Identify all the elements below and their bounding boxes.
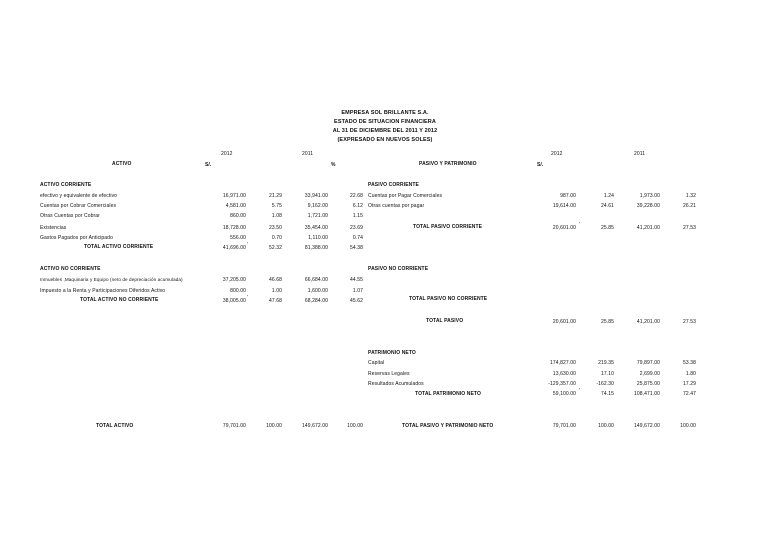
row-label: Gastos Pagados por Anticipado [40, 235, 113, 241]
percent-2011: 27.53 [682, 225, 696, 231]
percent-2012: 46.68 [268, 277, 282, 283]
activo-no-corriente-title: ACTIVO NO CORRIENTE [40, 266, 101, 272]
right-currency-symbol: S/. [537, 162, 544, 168]
percent-2012: 5.75 [271, 203, 282, 209]
value-2012: 18,728.00 [222, 225, 246, 231]
value-2012: 556.00 [230, 235, 246, 241]
value-2011: 35,454.00 [304, 225, 328, 231]
company-name: EMPRESA SOL BRILLANTE S.A. [341, 110, 429, 116]
value-2012: 59,100.00 [552, 391, 576, 397]
value-2012: 19,614.00 [552, 203, 576, 209]
total-pasivo-corriente-label: TOTAL PASIVO CORRIENTE [413, 224, 483, 230]
percent-2011: 27.53 [682, 319, 696, 325]
percent-2012: 219.35 [598, 360, 614, 366]
total-activo-label: TOTAL ACTIVO [96, 423, 134, 429]
percent-2012: 1.00 [271, 288, 282, 294]
percent-2012: 21.29 [268, 193, 282, 199]
value-2011: 149,672.00 [633, 423, 660, 429]
left-currency-symbol: S/. [205, 162, 212, 168]
value-2011: 39,228.00 [636, 203, 660, 209]
value-2012: 79,701.00 [552, 423, 576, 429]
activo-heading: ACTIVO [112, 161, 132, 167]
percent-2011: 6.12 [352, 203, 363, 209]
value-2012: 41,696.00 [222, 245, 246, 251]
row-label: Reservas Legales [368, 371, 410, 377]
percent-2012: 24.61 [600, 203, 614, 209]
value-2011: 1,721.00 [307, 213, 328, 219]
value-2012: 987.00 [560, 193, 576, 199]
row-label: Otras Cuentas por Cobrar [40, 213, 100, 219]
percent-2012: 74.15 [600, 391, 614, 397]
value-2011: 25,875.00 [636, 381, 660, 387]
value-2011: 33,941.00 [304, 193, 328, 199]
value-2012: 38,005.00 [222, 298, 246, 304]
comment-mark: ' [247, 242, 249, 248]
percent-2012: 1.08 [271, 213, 282, 219]
value-2011: 1,600.00 [307, 288, 328, 294]
percent-2011: 1.80 [685, 371, 696, 377]
row-label: Resultados Acumulados [368, 381, 424, 387]
value-2011: 79,897.00 [636, 360, 660, 366]
value-2011: 2,699.00 [639, 371, 660, 377]
value-2012: 20,601.00 [552, 319, 576, 325]
percent-2012: 100.00 [598, 423, 614, 429]
percent-2012: 25.85 [600, 225, 614, 231]
value-2012: 79,701.00 [222, 423, 246, 429]
value-2012: 4,581.00 [225, 203, 246, 209]
percent-2012: 25.85 [600, 319, 614, 325]
total-pasivo-patrimonio-label: TOTAL PASIVO Y PATRIMONIO NETO [402, 423, 494, 429]
percent-2011: 44.55 [349, 277, 363, 283]
value-2011: 66,684.00 [304, 277, 328, 283]
value-2011: 81,388.00 [304, 245, 328, 251]
currency-note: (EXPRESADO EN NUEVOS SOLES) [337, 137, 433, 143]
left-year-2011: 2011 [302, 151, 314, 157]
row-label: Otras cuentas por pagar [368, 203, 425, 209]
row-label: Impuesto a la Renta y Participaciones Diferidos Activo [40, 288, 166, 294]
comment-mark: ' [579, 222, 581, 228]
percent-2012: 0.70 [271, 235, 282, 241]
percent-2011: 72.47 [682, 391, 696, 397]
comment-mark: ' [579, 388, 581, 394]
value-2012: 800.00 [230, 288, 246, 294]
value-2012: 37,205.00 [222, 277, 246, 283]
value-2012: 16,971.00 [222, 193, 246, 199]
left-percent-symbol: % [331, 162, 336, 168]
percent-2011: 0.74 [352, 235, 363, 241]
value-2011: 41,201.00 [636, 319, 660, 325]
right-year-2011: 2011 [634, 151, 646, 157]
value-2011: 108,471.00 [633, 391, 660, 397]
percent-2012: 52.32 [268, 245, 282, 251]
row-label: Inmuebles ,Maquinaria y Equipo (neto de depreciación acumulada) [40, 277, 183, 282]
statement-period: AL 31 DE DICIEMBRE DEL 2011 Y 2012 [332, 128, 438, 134]
value-2012: -129,357.00 [548, 381, 576, 387]
percent-2011: 45.62 [349, 298, 363, 304]
value-2011: 68,284.00 [304, 298, 328, 304]
total-pasivo-label: TOTAL PASIVO [426, 318, 464, 324]
percent-2011: 100.00 [680, 423, 696, 429]
total-pasivo-no-corriente-label: TOTAL PASIVO NO CORRIENTE [409, 296, 488, 302]
row-label: Existencias [40, 225, 67, 231]
patrimonio-neto-title: PATRIMONIO NETO [368, 350, 416, 356]
total-patrimonio-neto-label: TOTAL PATRIMONIO NETO [415, 391, 481, 397]
percent-2012: -162.30 [596, 381, 614, 387]
percent-2011: 22.68 [349, 193, 363, 199]
value-2011: 9,162.00 [307, 203, 328, 209]
percent-2012: 1.24 [603, 193, 614, 199]
percent-2011: 53.38 [682, 360, 696, 366]
value-2012: 13,630.00 [552, 371, 576, 377]
percent-2011: 23.69 [349, 225, 363, 231]
percent-2012: 17.10 [600, 371, 614, 377]
pasivo-patrimonio-heading: PASIVO Y PATRIMONIO [419, 161, 477, 167]
activo-corriente-title: ACTIVO CORRIENTE [40, 182, 92, 188]
value-2012: 20,601.00 [552, 225, 576, 231]
percent-2011: 17.29 [682, 381, 696, 387]
percent-2011: 1.15 [352, 213, 363, 219]
value-2011: 1,973.00 [639, 193, 660, 199]
pasivo-no-corriente-title: PASIVO NO CORRIENTE [368, 266, 429, 272]
percent-2011: 54.38 [349, 245, 363, 251]
value-2011: 149,672.00 [301, 423, 328, 429]
value-2011: 1,110.00 [308, 235, 328, 241]
row-label: Capital [368, 360, 385, 366]
percent-2011: 1.07 [352, 288, 363, 294]
pasivo-corriente-title: PASIVO CORRIENTE [368, 182, 419, 188]
total-activo-no-corriente-label: TOTAL ACTIVO NO CORRIENTE [80, 297, 159, 303]
total-activo-corriente-label: TOTAL ACTIVO CORRIENTE [84, 244, 154, 250]
percent-2012: 23.50 [268, 225, 282, 231]
right-year-2012: 2012 [551, 151, 563, 157]
statement-title: ESTADO DE SITUACION FINANCIERA [334, 119, 436, 125]
left-year-2012: 2012 [221, 151, 233, 157]
percent-2012: 100.00 [266, 423, 282, 429]
comment-mark: ' [247, 295, 249, 301]
percent-2011: 26.21 [682, 203, 696, 209]
percent-2012: 47.68 [268, 298, 282, 304]
row-label: Cuentas por Pagar Comerciales [368, 193, 443, 199]
row-label: Cuentas por Cobrar Comerciales [40, 203, 117, 209]
value-2012: 174,827.00 [549, 360, 576, 366]
row-label: efectivo y equivalente de efectivo [40, 193, 118, 199]
value-2012: 860.00 [230, 213, 246, 219]
percent-2011: 1.32 [685, 193, 696, 199]
percent-2011: 100.00 [347, 423, 363, 429]
value-2011: 41,201.00 [636, 225, 660, 231]
